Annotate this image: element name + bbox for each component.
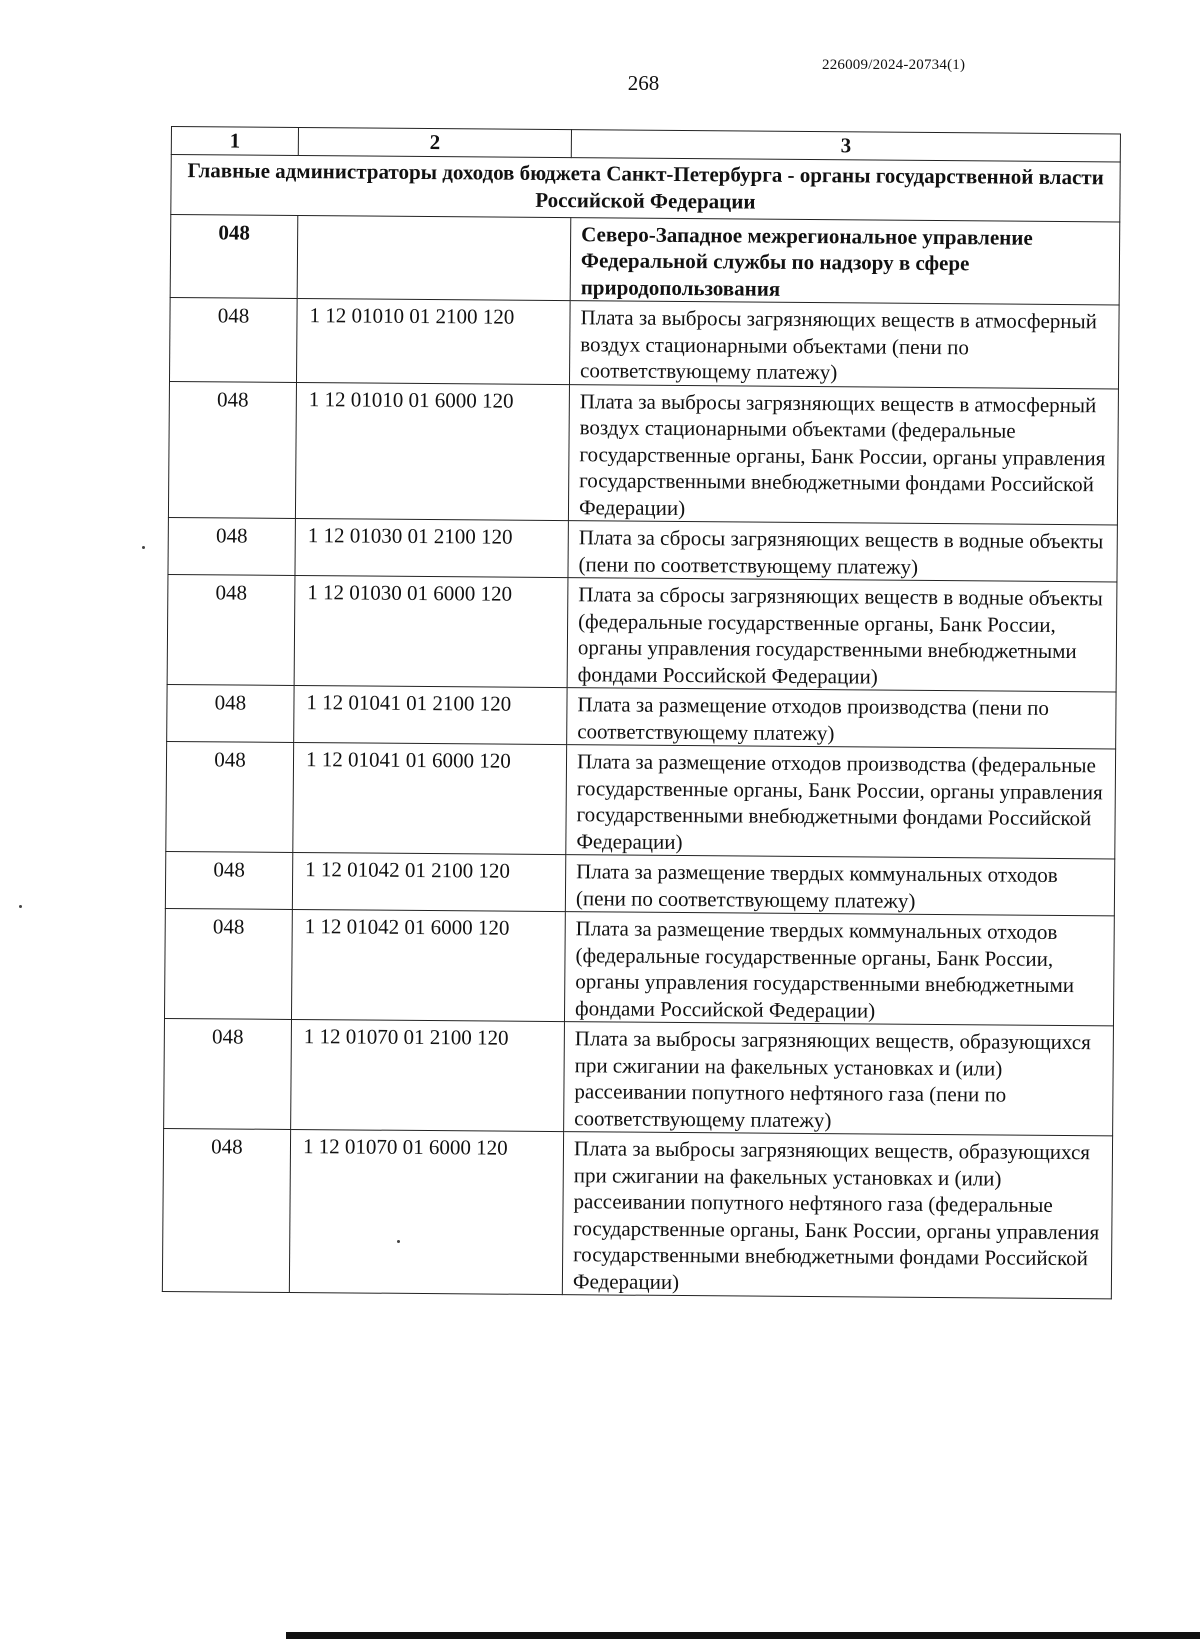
group-title: Главные администраторы доходов бюджета Санкт-Петербурга - органы государственной власти Российской Федерации bbox=[171, 154, 1120, 221]
column-header-2: 2 bbox=[298, 128, 571, 158]
revenue-name-cell: Плата за выбросы загрязняющих веществ, образующихся при сжигании на факельных установках и (или) рассеивании попутного нефтяного газа (пени по соответствующему платежу) bbox=[564, 1022, 1114, 1136]
revenue-administrators-table bbox=[162, 126, 1121, 1299]
admin-code-cell: 048 bbox=[168, 517, 295, 575]
admin-code-cell: 048 bbox=[164, 1018, 292, 1129]
table-row bbox=[166, 741, 1116, 858]
administrator-row bbox=[170, 214, 1120, 305]
document-id: 226009/2024-20734(1) bbox=[822, 57, 966, 73]
table-row bbox=[164, 1018, 1114, 1135]
table-row bbox=[168, 517, 1117, 581]
table-row bbox=[162, 1128, 1112, 1298]
administrator-kbk-empty bbox=[297, 215, 571, 301]
table-row bbox=[168, 381, 1118, 525]
revenue-name-cell: Плата за сбросы загрязняющих веществ в водные объекты (федеральные государственные органы, Банк России, органы управления государственными внебюджетными фондами Российской Федерации) bbox=[567, 578, 1117, 692]
admin-code-cell: 048 bbox=[167, 574, 295, 685]
revenue-name-cell: Плата за выбросы загрязняющих веществ, образующихся при сжигании на факельных установках и (или) рассеивании попутного нефтяного газа (федеральные государственные органы, Банк России, органы управления государственными внебюджетными фондами Российской Федерации) bbox=[562, 1132, 1112, 1299]
column-header-1: 1 bbox=[171, 127, 298, 155]
kbk-code-cell: 1 12 01041 01 2100 120 bbox=[294, 685, 567, 744]
page-number: 268 bbox=[627, 71, 660, 95]
table-row bbox=[165, 851, 1114, 915]
kbk-code-cell: 1 12 01030 01 2100 120 bbox=[295, 518, 568, 577]
kbk-code-cell: 1 12 01042 01 6000 120 bbox=[291, 909, 565, 1021]
revenue-name-cell: Плата за размещение отходов производства (пени по соответствующему платежу) bbox=[567, 688, 1116, 749]
admin-code-cell: 048 bbox=[164, 908, 292, 1019]
admin-code-cell: 048 bbox=[162, 1128, 290, 1292]
admin-code-cell: 048 bbox=[167, 684, 294, 742]
kbk-code-cell: 1 12 01070 01 6000 120 bbox=[289, 1129, 563, 1294]
table-row bbox=[164, 908, 1114, 1025]
revenue-name-cell: Плата за выбросы загрязняющих веществ в атмосферный воздух стационарными объектами (федеральные государственные органы, Банк России, органы управления государственными внебюджетными фондами Российской Федерации) bbox=[568, 384, 1118, 525]
table-row bbox=[167, 574, 1117, 691]
scan-speck bbox=[142, 546, 145, 549]
admin-code-cell: 048 bbox=[168, 381, 296, 518]
admin-code-cell: 048 bbox=[165, 851, 292, 909]
kbk-code-cell: 1 12 01030 01 6000 120 bbox=[294, 575, 568, 687]
scan-edge-bar bbox=[286, 1632, 1200, 1639]
kbk-code-cell: 1 12 01010 01 2100 120 bbox=[296, 298, 570, 384]
revenue-name-cell: Плата за размещение отходов производства (федеральные государственные органы, Банк России, органы управления государственными внебюджетными фондами Российской Федерации) bbox=[566, 745, 1116, 859]
column-header-3: 3 bbox=[571, 130, 1120, 162]
admin-code-cell: 048 bbox=[166, 741, 294, 852]
kbk-code-cell: 1 12 01042 01 2100 120 bbox=[292, 852, 565, 911]
group-title-row bbox=[171, 154, 1120, 221]
administrator-code: 048 bbox=[170, 214, 298, 298]
table-row bbox=[169, 297, 1119, 388]
revenue-name-cell: Плата за размещение твердых коммунальных отходов (федеральные государственные органы, Банк России, органы управления государственными внебюджетными фондами Российской Федерации) bbox=[564, 912, 1114, 1026]
kbk-code-cell: 1 12 01070 01 2100 120 bbox=[291, 1019, 565, 1131]
revenue-name-cell: Плата за размещение твердых коммунальных отходов (пени по соответствующему платежу) bbox=[565, 855, 1114, 916]
administrator-name: Северо-Западное межрегиональное управление Федеральной службы по надзору в сфере природопользования bbox=[570, 217, 1120, 305]
kbk-code-cell: 1 12 01010 01 6000 120 bbox=[295, 382, 569, 521]
revenue-name-cell: Плата за выбросы загрязняющих веществ в атмосферный воздух стационарными объектами (пени по соответствующему платежу) bbox=[569, 301, 1119, 389]
admin-code-cell: 048 bbox=[169, 297, 297, 381]
kbk-code-cell: 1 12 01041 01 6000 120 bbox=[293, 742, 567, 854]
scan-speck bbox=[19, 905, 22, 908]
revenue-name-cell: Плата за сбросы загрязняющих веществ в водные объекты (пени по соответствующему платежу) bbox=[568, 521, 1117, 582]
scan-speck bbox=[397, 1240, 400, 1243]
table-row bbox=[167, 684, 1116, 748]
